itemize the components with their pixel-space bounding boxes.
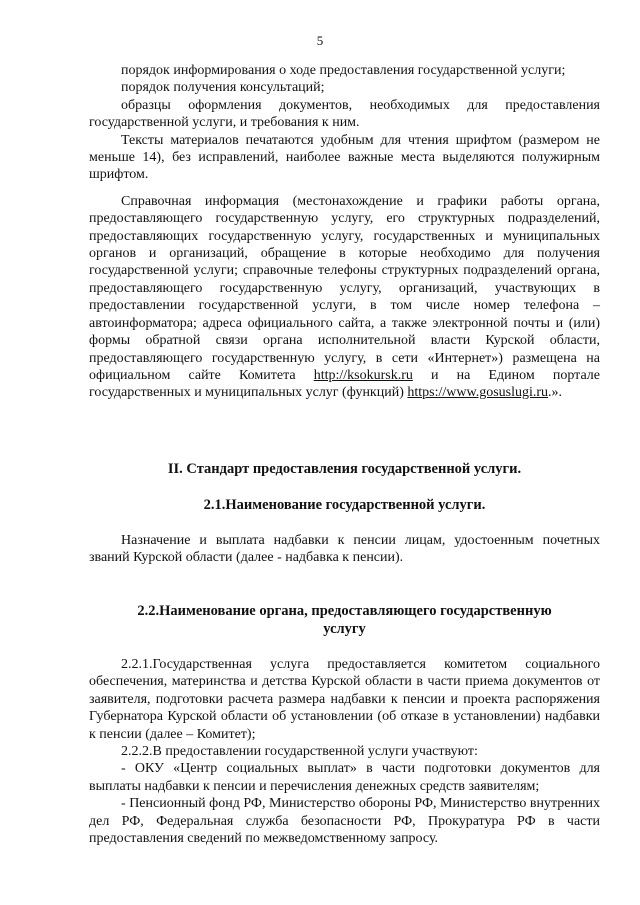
intro-block [89, 62, 600, 402]
gosuslugi-link[interactable]: https://www.gosuslugi.ru [407, 385, 549, 401]
section-2-1-block [89, 532, 600, 567]
reference-info-end: .». [548, 385, 563, 401]
section-2-1-text: Назначение и выплата надбавки к пенсии лицам, удостоенным почетных званий Курской области (далее - надбавка к пенсии). [89, 533, 600, 566]
section-2-2-1-text: 2.2.1.Государственная услуга предоставляется комитетом социального обеспечения, материнства и детства Курской области в части приема документов от заявителя, подготовки расчета размера надбавки к пенсии и проекта распоряжения Губернатора Курской области об установлении (об отказе в установлении) надбавки к пенсии (далее – Комитет); [89, 657, 600, 742]
paragraph-samples: образцы оформления документов, необходимых для предоставления государственной услуги, и требования к ним. [89, 97, 600, 131]
paragraph-font-requirements: Тексты материалов печатаются удобным для чтения шрифтом (размером не меньше 14), без исправлений, наиболее важные места выделяются полужирным шрифтом. [89, 132, 600, 183]
section-2-2-title-line1: 2.2.Наименование органа, предоставляющего государственную [137, 603, 552, 619]
reference-info-text: Справочная информация (местонахождение и графики работы органа, предоставляющего государственную услугу, его структурных подразделений, предоставляющих государственную услугу, государственных и муниципальных органов и организаций, обращение в которые необходимо для получения государственной услуги; справочные телефоны структурных подразделений органа, предоставляющего государственную услугу, организаций, участвующих в предоставлении государственной услуги, в том числе номер телефона – автоинформатора; адреса официального сайта, а также электронной почты и (или) формы обратной связи органа исполнительной власти Курской области, предоставляющего государственную услугу, в сети «Интернет») размещена на официальном сайте Комитета [89, 193, 600, 383]
page-number: 5 [316, 33, 324, 48]
participant-federal-agencies: - Пенсионный фонд РФ, Министерство обороны РФ, Министерство внутренних дел РФ, Федеральная служба безопасности РФ, Прокуратура РФ в части предоставления сведений по межведомственному запросу. [89, 796, 600, 847]
section-2-title: II. Стандарт предоставления государственной услуги. [167, 461, 522, 477]
paragraph-informing: порядок информирования о ходе предоставления государственной услуги; [121, 63, 566, 78]
section-2-2-2-text: 2.2.2.В предоставлении государственной услуги участвуют: [121, 744, 478, 760]
section-2-1-title: 2.1.Наименование государственной услуги. [203, 497, 486, 513]
paragraph-consultations: порядок получения консультаций; [121, 80, 325, 96]
section-2-2-title [89, 602, 600, 638]
participant-oku: - ОКУ «Центр социальных выплат» в части подготовки документов для выплаты надбавки к пенсии и перечисления денежных средств заявителям; [89, 761, 600, 794]
paragraph-reference-info [89, 193, 600, 402]
ksokursk-link[interactable]: http://ksokursk.ru [313, 367, 413, 383]
section-2-2-block [89, 656, 600, 847]
reference-info-mid: и на Едином портале государственных и муниципальных услуг (функций) [89, 367, 600, 401]
section-2-2-title-line2: услугу [323, 621, 366, 637]
